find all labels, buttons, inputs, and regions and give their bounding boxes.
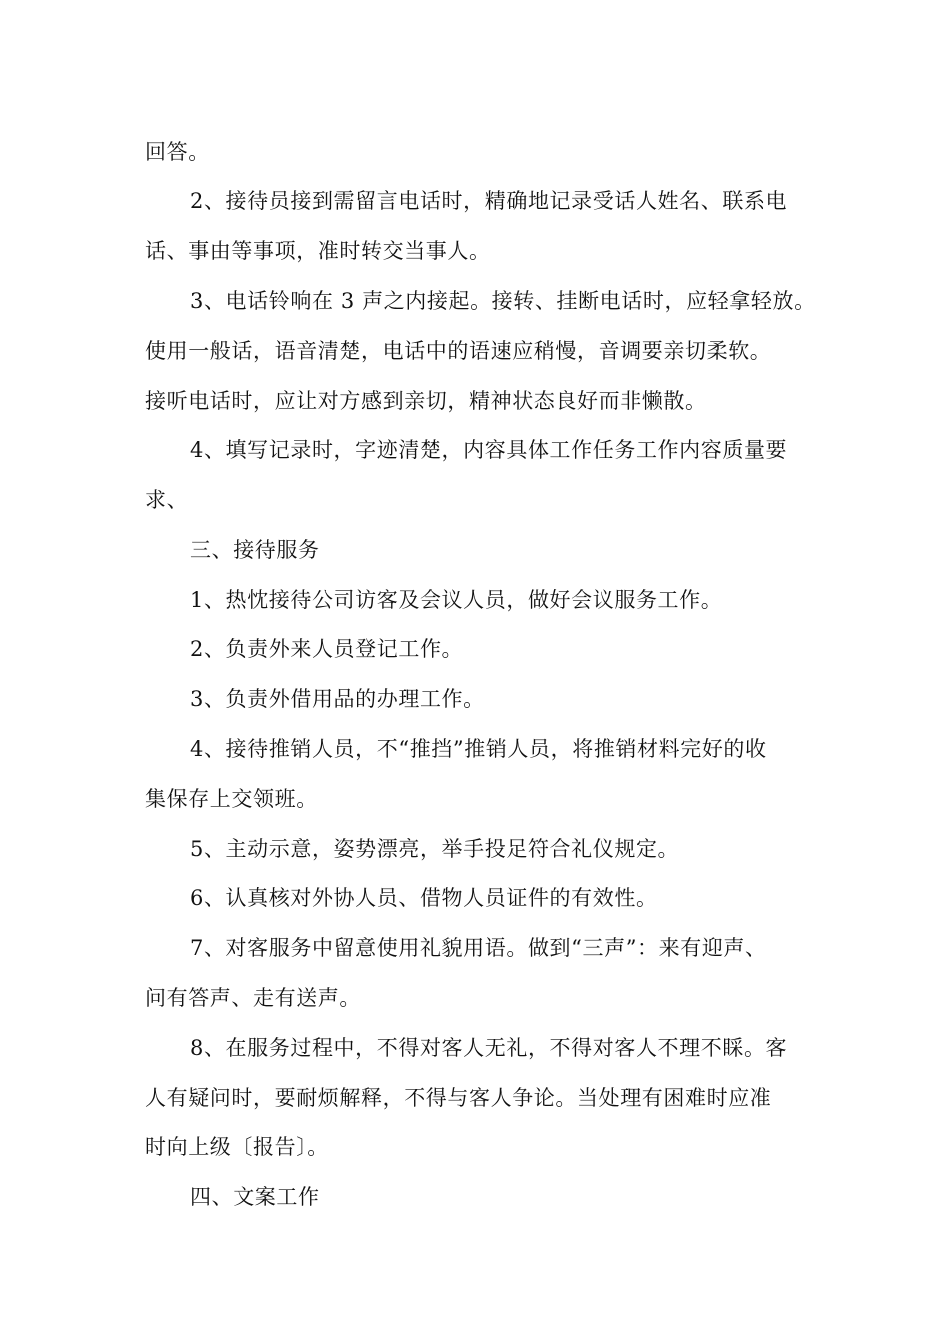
text-line: 问有答声、走有送声。 bbox=[145, 986, 361, 1010]
text-line: 求、 bbox=[145, 488, 189, 512]
text-line: 2、接待员接到需留言电话时，精确地记录受话人姓名、联系电 bbox=[190, 189, 788, 213]
text-line: 使用一般话，语音清楚，电话中的语速应稍慢，音调要亲切柔软。 bbox=[145, 339, 772, 363]
text-line: 接听电话时，应让对方感到亲切，精神状态良好而非懒散。 bbox=[145, 389, 707, 413]
text-line: 7、对客服务中留意使用礼貌用语。做到“三声”：来有迎声、 bbox=[190, 936, 767, 960]
text-line: 1、热忱接待公司访客及会议人员，做好会议服务工作。 bbox=[190, 588, 723, 612]
section-heading: 四、文案工作 bbox=[190, 1185, 320, 1209]
text-line: 4、填写记录时，字迹清楚，内容具体工作任务工作内容质量要 bbox=[190, 438, 788, 462]
text-line: 5、主动示意，姿势漂亮，举手投足符合礼仪规定。 bbox=[190, 837, 680, 861]
text-line: 回答。 bbox=[145, 140, 210, 164]
section-heading: 三、接待服务 bbox=[190, 538, 320, 562]
text-line: 8、在服务过程中，不得对客人无礼，不得对客人不理不睬。客 bbox=[190, 1036, 788, 1060]
text-line: 3、负责外借用品的办理工作。 bbox=[190, 687, 485, 711]
text-line: 时向上级〔报告〕。 bbox=[145, 1135, 329, 1159]
text-line: 4、接待推销人员，不“推挡”推销人员，将推销材料完好的收 bbox=[190, 737, 767, 761]
text-line: 话、事由等事项，准时转交当事人。 bbox=[145, 239, 491, 263]
text-line: 集保存上交领班。 bbox=[145, 787, 318, 811]
text-line: 人有疑问时，要耐烦解释，不得与客人争论。当处理有困难时应准 bbox=[145, 1086, 772, 1110]
text-line: 3、电话铃响在 3 声之内接起。接转、挂断电话时，应轻拿轻放。 bbox=[190, 289, 816, 313]
text-line: 2、负责外来人员登记工作。 bbox=[190, 637, 464, 661]
text-line: 6、认真核对外协人员、借物人员证件的有效性。 bbox=[190, 886, 658, 910]
